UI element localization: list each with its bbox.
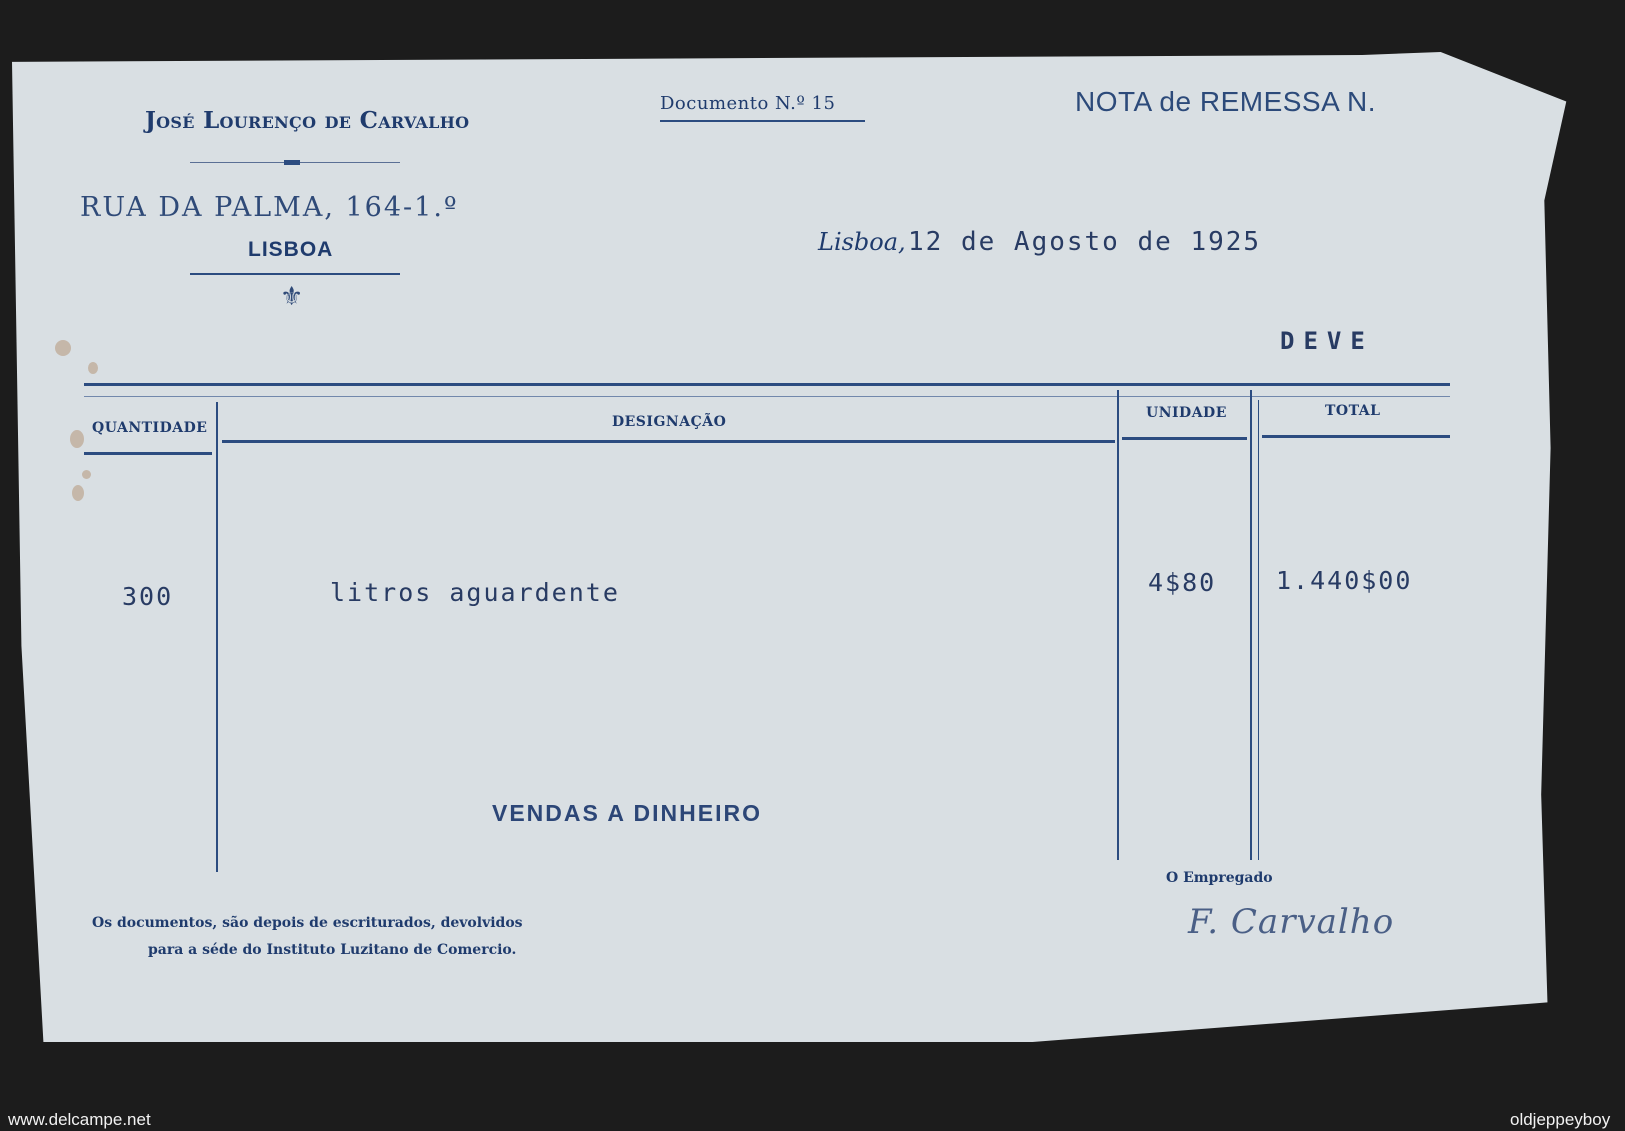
header-underline-unidade [1122,437,1247,440]
footer-note-line1: Os documentos, são depois de escriturados, devolvidos [92,915,523,931]
stain-mark [72,485,84,501]
deve-label: DEVE [1280,327,1374,355]
column-header-quantidade: QUANTIDADE [92,420,208,436]
document-number-underline [660,120,865,122]
stain-mark [55,340,71,356]
header-underline-designacao [222,440,1115,443]
header-underline-total [1262,435,1450,438]
row-designacao: litros aguardente [330,578,620,607]
column-divider-1 [216,402,218,872]
signature-label: O Empregado [1166,870,1273,886]
row-quantidade: 300 [122,582,174,611]
document-number-label: Documento N.º 15 [660,93,836,114]
row-unidade: 4$80 [1148,568,1217,597]
column-divider-2 [1117,390,1119,860]
place-prefix: Lisboa, [818,228,906,256]
watermark-left: www.delcampe.net [8,1110,151,1129]
document-date: 12 de Agosto de 1925 [908,227,1262,257]
watermark-right: oldjeppeyboy [1510,1110,1611,1129]
row-total: 1.440$00 [1276,566,1413,595]
column-header-designacao: DESIGNAÇÃO [612,414,727,430]
vendas-a-dinheiro-stamp: VENDAS A DINHEIRO [492,800,762,826]
footer-note-line2: para a séde do Instituto Luzitano de Comercio. [148,942,517,958]
column-divider-3 [1250,390,1252,860]
table-top-rule-thin [84,396,1450,397]
nota-remessa-title: NOTA de REMESSA N. [1075,86,1377,117]
company-divider-mark [284,160,300,165]
column-header-total: TOTAL [1325,403,1381,419]
city-underline [190,273,400,275]
ornament-icon: ⚜ [280,282,304,312]
company-name: José Lourenço de Carvalho [145,107,470,134]
column-header-unidade: UNIDADE [1146,405,1227,421]
signature-name: F. Carvalho [1188,902,1395,942]
stain-mark [70,430,84,448]
watermark-bar [0,1090,1625,1131]
stain-mark [88,362,98,374]
company-city: LISBOA [248,238,334,261]
column-divider-3b [1258,400,1259,860]
header-underline-quantidade [84,452,212,455]
stain-mark [82,470,91,479]
table-top-rule [84,383,1450,386]
company-address: RUA DA PALMA, 164-1.º [80,192,459,223]
